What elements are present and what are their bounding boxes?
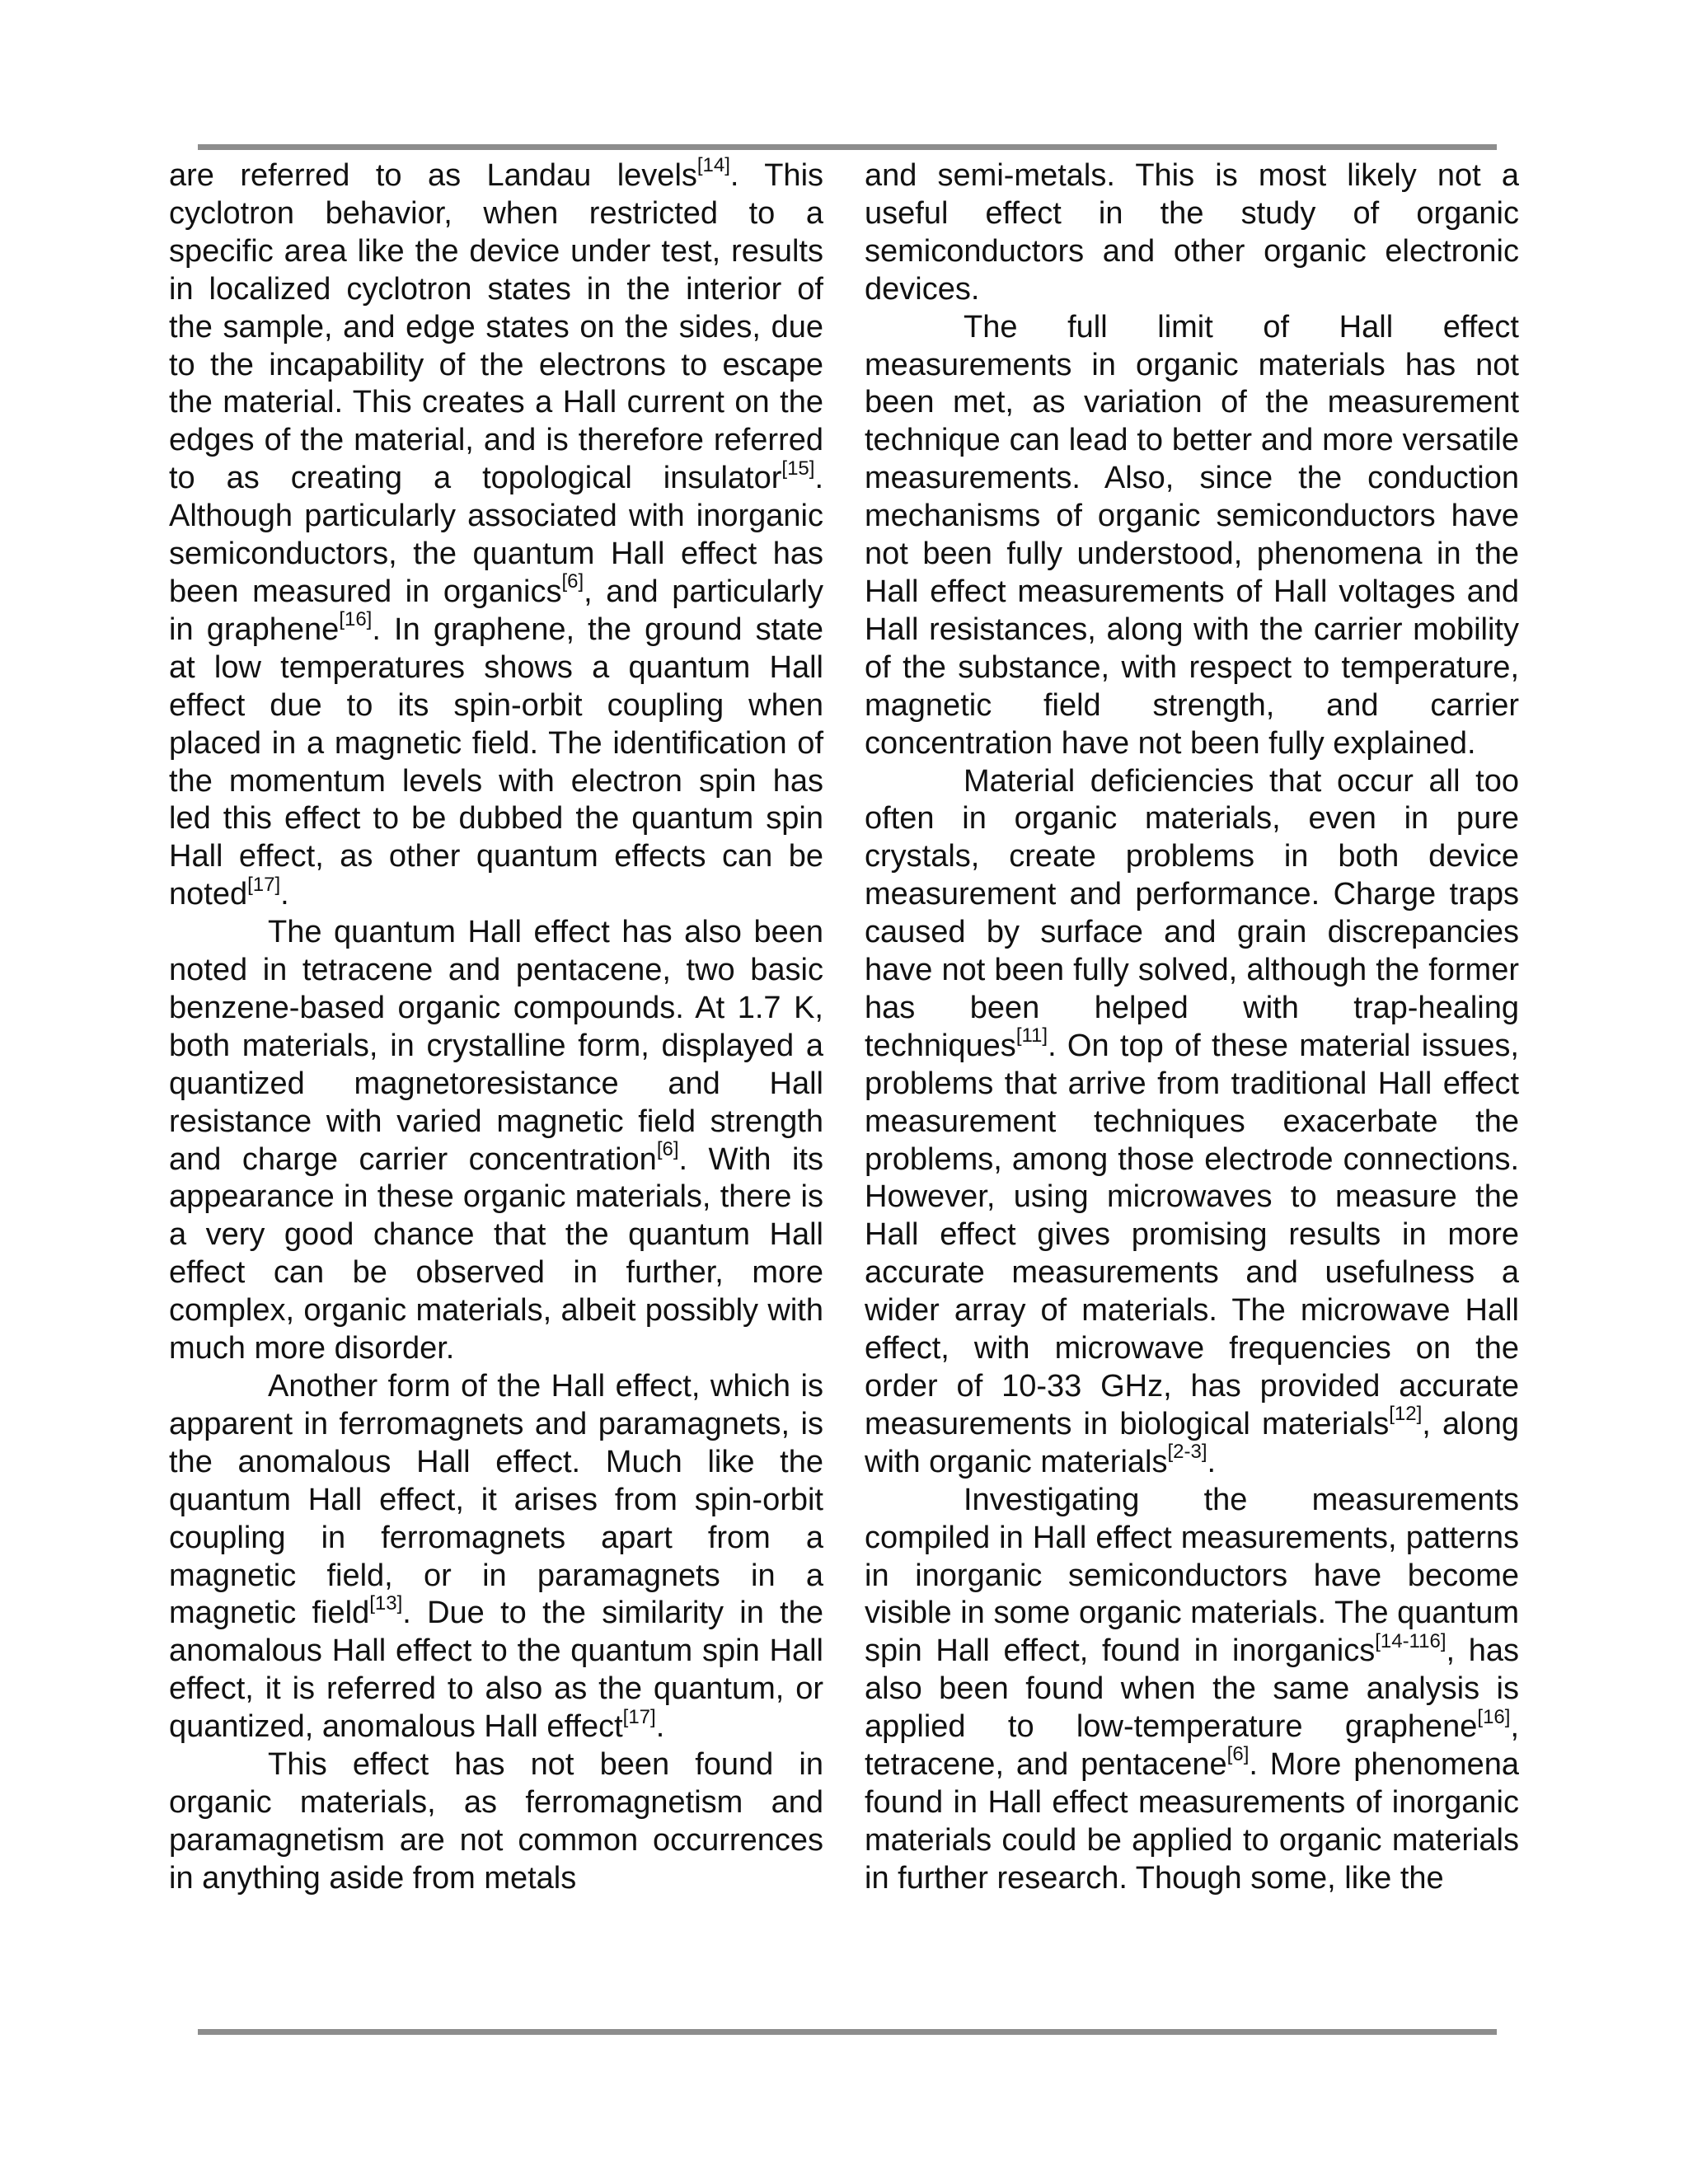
citation: [6]	[656, 1137, 679, 1160]
text-run: , tetracene, and pentacene	[865, 1709, 1519, 1783]
text-run: .	[280, 877, 289, 912]
text-run: . This cyclotron behavior, when restricted to a specific area like the device under test, results in localized cyclotron states in the interior of the sample, and edge states on the sides, due to the incapability of the electrons to escape the material. This creates a Hall current on the edges of the material, and is therefore referred to as creating a topological insulator	[169, 158, 824, 496]
text-run: The quantum Hall effect has also been noted in tetracene and pentacene, two basic benzene-based organic compounds. At 1.7 K, both materials, in crystalline form, displayed a quantized magnetoresistance and Hall resistance with varied magnetic field strength and charge carrier concentration	[169, 915, 823, 1177]
text-run: This effect has not been found in organic materials, as ferromagnetism and paramagnetism are not common occurrences in anything aside from metals	[169, 1747, 823, 1896]
bottom-rule	[198, 2029, 1497, 2035]
text-run: Another form of the Hall effect, which is apparent in ferromagnets and paramagnets, is the anomalous Hall effect. Much like the quantum Hall effect, it arises from spin-orbit coupling in ferromagnets apart from a magnetic field, or in paramagnets in a magnetic field	[169, 1369, 823, 1631]
citation: [14-116]	[1375, 1629, 1447, 1652]
text-run: Material deficiencies that occur all too often in organic materials, even in pure crystals, create problems in both device measurement and performance. Charge traps caused by surface and grain discrepancies have not been fully solved, although the former has been helped with trap-healing techniques	[865, 763, 1519, 1063]
citation: [12]	[1389, 1403, 1423, 1426]
text-run: , along with organic materials	[865, 1406, 1520, 1479]
citation: [15]	[781, 457, 815, 480]
citation: [6]	[561, 570, 584, 593]
text-run: , has also been found when the same analysis is applied to low-temperature graphene	[865, 1633, 1519, 1745]
paragraph	[169, 1746, 823, 1898]
text-run: . With its appearance in these organic materials, there is a very good chance that the quantum Hall effect can be observed in further, more complex, organic materials, albeit possibly with much more disorder.	[169, 1141, 823, 1366]
text-run: , and particularly in graphene	[169, 574, 823, 647]
paragraph	[169, 1368, 823, 1746]
text-run: . In graphene, the ground state at low temperatures shows a quantum Hall effect due to its spin-orbit coupling when placed in a magnetic field. The identification of the momentum levels with electron spin has led this effect to be dubbed the quantum spin Hall effect, as other quantum effects can be noted	[169, 612, 823, 912]
citation: [17]	[247, 873, 281, 896]
citation: [13]	[369, 1591, 403, 1615]
citation: [16]	[339, 608, 373, 631]
text-run: .	[1207, 1444, 1217, 1479]
citation: [16]	[1477, 1705, 1511, 1728]
right-column	[865, 157, 1519, 1898]
paragraph	[169, 914, 823, 1368]
paragraph	[169, 154, 824, 914]
left-column	[169, 154, 824, 1898]
text-run: The full limit of Hall effect measurements in organic materials has not been met, as variation of the measurement technique can lead to better and more versatile measurements. Also, since the conduction mechanisms of organic semiconductors have not been fully understood, phenomena in the Hall effect measurements of Hall voltages and Hall resistances, along with the carrier mobility of the substance, with respect to temperature, magnetic field strength, and carrier concentration have not been fully explained.	[865, 309, 1519, 761]
text-run: . More phenomena found in Hall effect measurements of inorganic materials could be applied to organic materials in further research. Though some, like the	[865, 1747, 1519, 1896]
citation: [2-3]	[1167, 1441, 1207, 1464]
text-run: .	[655, 1709, 665, 1745]
top-rule	[198, 144, 1497, 150]
text-run: Investigating the measurements compiled in Hall effect measurements, patterns in inorganic semiconductors have become visible in some organic materials. The quantum spin Hall effect, found in inorganics	[865, 1482, 1519, 1669]
paragraph	[865, 763, 1519, 1482]
paragraph	[865, 157, 1519, 309]
citation: [14]	[696, 154, 730, 177]
paragraph	[865, 309, 1519, 763]
citation: [17]	[622, 1705, 656, 1728]
citation: [11]	[1015, 1024, 1048, 1047]
text-run: are referred to as Landau levels	[169, 158, 697, 193]
paragraph	[865, 1482, 1519, 1898]
text-run: . Although particularly associated with inorganic semiconductors, the quantum Hall effect has been measured in organics	[169, 461, 823, 609]
text-run: . Due to the similarity in the anomalous Hall effect to the quantum spin Hall effect, it is referred to also as the quantum, or quantized, anomalous Hall effect	[169, 1596, 823, 1745]
text-run: and semi-metals. This is most likely not a useful effect in the study of organic semiconductors and other organic electronic devices.	[865, 158, 1519, 307]
text-run: . On top of these material issues, problems that arrive from traditional Hall effect measurement techniques exacerbate the problems, among those electrode connections. However, using microwaves to measure the Hall effect gives promising results in more accurate measurements and usefulness a wider array of materials. The microwave Hall effect, with microwave frequencies on the order of 10-33 GHz, has provided accurate measurements in biological materials	[865, 1028, 1519, 1441]
citation: [6]	[1226, 1743, 1250, 1766]
